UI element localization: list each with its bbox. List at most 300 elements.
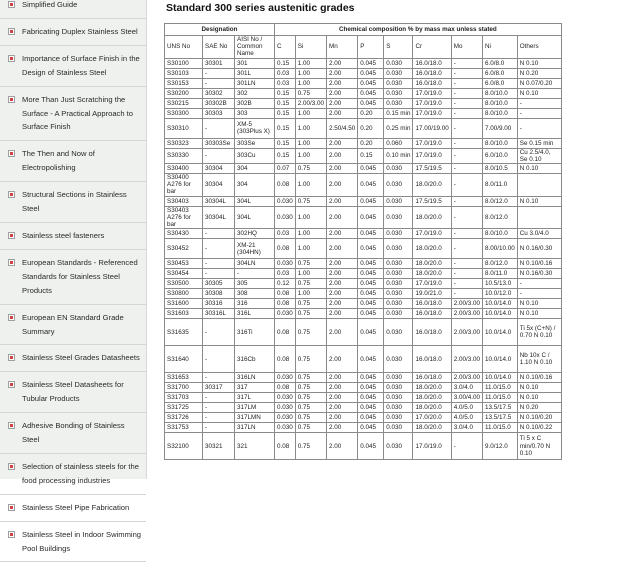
table-row bbox=[165, 403, 562, 413]
table-cell: 0.030 bbox=[275, 393, 296, 403]
table-cell: 11.0/15.0 bbox=[482, 423, 517, 433]
table-row bbox=[165, 98, 562, 108]
table-cell: 17.0/19.0 bbox=[413, 98, 451, 108]
table-row bbox=[165, 309, 562, 319]
table-cell: Se 0.15 min bbox=[517, 138, 561, 148]
table-cell: 10.5/13.0 bbox=[482, 279, 517, 289]
sidebar-item-label: Stainless Steel Datasheets for Tubular Products bbox=[22, 380, 124, 404]
table-cell: 2.00/3.00 bbox=[451, 319, 482, 346]
sidebar-item[interactable] bbox=[0, 413, 146, 454]
sidebar-item-label: Importance of Surface Finish in the Design of Stainless Steel bbox=[22, 53, 140, 77]
table-cell: - bbox=[517, 108, 561, 118]
table-cell: - bbox=[203, 423, 235, 433]
table-cell: 2.00/3.00 bbox=[451, 346, 482, 373]
table-cell: - bbox=[517, 279, 561, 289]
table-cell: - bbox=[203, 229, 235, 239]
table-cell: 0.030 bbox=[275, 413, 296, 423]
table-cell: 1.00 bbox=[295, 68, 326, 78]
table-cell: 0.045 bbox=[358, 78, 384, 88]
sidebar-item-label: Structural Sections in Stainless Steel bbox=[22, 190, 127, 214]
sidebar-item-label: Stainless Steel Pipe Fabrication bbox=[22, 502, 130, 512]
table-cell: - bbox=[451, 289, 482, 299]
table-cell: 0.060 bbox=[384, 138, 413, 148]
table-cell: 0.75 bbox=[295, 196, 326, 206]
table-cell: 0.030 bbox=[384, 68, 413, 78]
table-cell: - bbox=[451, 433, 482, 460]
bullet-icon bbox=[8, 28, 15, 35]
table-cell: 2.00 bbox=[327, 393, 358, 403]
sidebar-item[interactable] bbox=[0, 182, 146, 223]
table-cell: 2.00/3.00 bbox=[451, 373, 482, 383]
table-cell: - bbox=[203, 259, 235, 269]
table-cell: 0.75 bbox=[295, 259, 326, 269]
table-cell: 0.045 bbox=[358, 98, 384, 108]
table-cell: - bbox=[203, 319, 235, 346]
table-cell: 16.0/18.0 bbox=[413, 78, 451, 88]
table-cell: 317LMN bbox=[235, 413, 275, 423]
bullet-icon bbox=[8, 96, 15, 103]
table-cell: 0.045 bbox=[358, 433, 384, 460]
table-cell: 0.045 bbox=[358, 206, 384, 229]
table-cell: 0.045 bbox=[358, 346, 384, 373]
table-cell: 302 bbox=[235, 88, 275, 98]
table-cell: S31603 bbox=[165, 309, 203, 319]
table-cell: - bbox=[451, 279, 482, 289]
table-cell: 2.00 bbox=[327, 68, 358, 78]
table-cell: 30305 bbox=[203, 279, 235, 289]
table-cell: 0.030 bbox=[384, 423, 413, 433]
table-cell: 3.0/4.0 bbox=[451, 383, 482, 393]
table-cell: 2.00 bbox=[327, 196, 358, 206]
table-cell: 0.75 bbox=[295, 383, 326, 393]
table-cell: 303 bbox=[235, 108, 275, 118]
table-cell: 0.030 bbox=[275, 403, 296, 413]
table-cell: 10.0/14.0 bbox=[482, 373, 517, 383]
sidebar-item-label: Stainless Steel in Indoor Swimming Pool Buildings bbox=[22, 529, 142, 553]
table-cell: 18.0/20.0 bbox=[413, 403, 451, 413]
table-cell: 0.030 bbox=[384, 383, 413, 393]
table-cell: 0.15 bbox=[275, 138, 296, 148]
table-row bbox=[165, 174, 562, 197]
table-cell: 317LM bbox=[235, 403, 275, 413]
table-cell: - bbox=[451, 229, 482, 239]
table-cell: S30310 bbox=[165, 118, 203, 138]
table-cell: 30302 bbox=[203, 88, 235, 98]
table-row bbox=[165, 423, 562, 433]
table-cell: 316Ti bbox=[235, 319, 275, 346]
table-cell: S31653 bbox=[165, 373, 203, 383]
table-row bbox=[165, 78, 562, 88]
bullet-icon bbox=[8, 381, 15, 388]
table-cell: 0.030 bbox=[384, 88, 413, 98]
table-cell: 8.0/11.0 bbox=[482, 174, 517, 197]
table-cell: 8.0/12.0 bbox=[482, 206, 517, 229]
table-cell: 308 bbox=[235, 289, 275, 299]
table-cell: 301 bbox=[235, 58, 275, 68]
table-cell: 10.0/12.0 bbox=[482, 289, 517, 299]
table-cell: 0.045 bbox=[358, 88, 384, 98]
table-cell: 0.03 bbox=[275, 78, 296, 88]
table-cell: 8.0/10.0 bbox=[482, 88, 517, 98]
table-cell: 3.0/4.0 bbox=[451, 423, 482, 433]
table-cell: 6.0/10.0 bbox=[482, 148, 517, 163]
table-cell: - bbox=[451, 78, 482, 88]
table-cell: S30200 bbox=[165, 88, 203, 98]
table-cell: 1.00 bbox=[295, 108, 326, 118]
table-cell: 0.75 bbox=[295, 279, 326, 289]
table-cell: - bbox=[451, 269, 482, 279]
table-cell: 16.0/18.0 bbox=[413, 319, 451, 346]
table-cell: - bbox=[203, 118, 235, 138]
table-cell: S31726 bbox=[165, 413, 203, 423]
table-cell: S30454 bbox=[165, 269, 203, 279]
table-cell: S30800 bbox=[165, 289, 203, 299]
table-cell: 13.5/17.5 bbox=[482, 403, 517, 413]
page-title: Standard 300 series austenitic grades bbox=[166, 2, 355, 14]
sidebar-item-label: Selection of stainless steels for the food processing industries bbox=[22, 461, 139, 485]
table-cell: S31700 bbox=[165, 383, 203, 393]
table-cell: N 0.10/0.20 bbox=[517, 413, 561, 423]
table-cell: 30316L bbox=[203, 309, 235, 319]
column-header: Ni bbox=[482, 36, 517, 59]
sidebar-item[interactable] bbox=[0, 19, 146, 46]
table-cell: 0.045 bbox=[358, 319, 384, 346]
table-cell: 8.0/10.5 bbox=[482, 164, 517, 174]
table-cell: S31725 bbox=[165, 403, 203, 413]
table-cell: 30303Se bbox=[203, 138, 235, 148]
table-cell: 16.0/18.0 bbox=[413, 373, 451, 383]
table-cell: 0.15 bbox=[358, 148, 384, 163]
table-cell: 0.030 bbox=[384, 346, 413, 373]
table-cell: 0.030 bbox=[384, 164, 413, 174]
table-cell: 7.00/9.00 bbox=[482, 118, 517, 138]
table-cell: - bbox=[203, 148, 235, 163]
table-cell: 2.00 bbox=[327, 229, 358, 239]
table-cell: 0.030 bbox=[384, 98, 413, 108]
table-cell: 17.0/19.0 bbox=[413, 108, 451, 118]
table-cell: 317 bbox=[235, 383, 275, 393]
table-cell: 304LN bbox=[235, 259, 275, 269]
bullet-icon bbox=[8, 354, 15, 361]
table-cell: 16.0/18.0 bbox=[413, 58, 451, 68]
table-cell: 2.00 bbox=[327, 259, 358, 269]
table-cell: XM-21 (304HN) bbox=[235, 239, 275, 259]
table-cell: 0.75 bbox=[295, 319, 326, 346]
table-cell: 0.75 bbox=[295, 346, 326, 373]
table-cell: 30302B bbox=[203, 98, 235, 108]
table-row bbox=[165, 88, 562, 98]
table-cell: 2.00 bbox=[327, 423, 358, 433]
table-cell: 17.0/20.0 bbox=[413, 413, 451, 423]
table-cell: 1.00 bbox=[295, 269, 326, 279]
table-cell: Nb 10x C / 1.10 N 0.10 bbox=[517, 346, 561, 373]
table-row bbox=[165, 279, 562, 289]
table-cell: S30153 bbox=[165, 78, 203, 88]
table-cell: 2.00 bbox=[327, 58, 358, 68]
table-cell: 301L bbox=[235, 68, 275, 78]
sidebar-item[interactable] bbox=[0, 372, 146, 413]
table-cell: 30316 bbox=[203, 299, 235, 309]
table-cell: 0.030 bbox=[384, 393, 413, 403]
table-cell: 304L bbox=[235, 206, 275, 229]
sidebar-item[interactable] bbox=[0, 141, 146, 182]
table-cell: - bbox=[451, 118, 482, 138]
table-cell: 16.0/18.0 bbox=[413, 309, 451, 319]
table-cell: 0.030 bbox=[384, 299, 413, 309]
table-cell: 19.0/21.0 bbox=[413, 289, 451, 299]
table-cell: 305 bbox=[235, 279, 275, 289]
table-cell: 18.0/20.0 bbox=[413, 383, 451, 393]
table-row bbox=[165, 259, 562, 269]
table-cell: 316 bbox=[235, 299, 275, 309]
table-cell: 11.0/15.0 bbox=[482, 393, 517, 403]
table-cell: 0.15 min bbox=[384, 108, 413, 118]
table-cell: - bbox=[203, 413, 235, 423]
sidebar-item[interactable] bbox=[0, 223, 146, 250]
sidebar-item-label: Stainless Steel Grades Datasheets bbox=[22, 353, 140, 363]
table-cell: 0.20 bbox=[358, 108, 384, 118]
table-cell: 18.0/20.0 bbox=[413, 393, 451, 403]
table-cell: N 0.07/0.20 bbox=[517, 78, 561, 88]
table-cell: 17.0/19.0 bbox=[413, 229, 451, 239]
table-cell: 8.0/10.0 bbox=[482, 108, 517, 118]
table-cell: 302B bbox=[235, 98, 275, 108]
table-cell: 0.08 bbox=[275, 239, 296, 259]
table-row bbox=[165, 148, 562, 163]
sidebar-item[interactable] bbox=[0, 495, 146, 522]
table-cell: N 0.10 bbox=[517, 383, 561, 393]
sidebar-item-label: Stainless steel fasteners bbox=[22, 230, 105, 240]
table-cell: S30100 bbox=[165, 58, 203, 68]
table-cell bbox=[517, 206, 561, 229]
table-cell: 317L bbox=[235, 393, 275, 403]
table-cell: N 0.10/0.16 bbox=[517, 373, 561, 383]
table-cell: 0.15 bbox=[275, 88, 296, 98]
table-cell: 30301 bbox=[203, 58, 235, 68]
column-header: P bbox=[358, 36, 384, 59]
table-cell: 0.75 bbox=[295, 413, 326, 423]
table-cell: 17.5/19.5 bbox=[413, 164, 451, 174]
table-cell: 2.00 bbox=[327, 433, 358, 460]
table-cell: 4.0/5.0 bbox=[451, 413, 482, 423]
table-cell: 6.0/8.0 bbox=[482, 68, 517, 78]
table-cell: 0.03 bbox=[275, 229, 296, 239]
table-cell: 0.75 bbox=[295, 403, 326, 413]
table-row bbox=[165, 138, 562, 148]
table-cell: 0.030 bbox=[275, 423, 296, 433]
bullet-icon bbox=[8, 422, 15, 429]
bullet-icon bbox=[8, 314, 15, 321]
table-cell: S31753 bbox=[165, 423, 203, 433]
table-cell: 30321 bbox=[203, 433, 235, 460]
table-cell: 1.00 bbox=[295, 138, 326, 148]
table-cell: 0.75 bbox=[295, 309, 326, 319]
table-cell: N 0.20 bbox=[517, 403, 561, 413]
table-body bbox=[165, 58, 562, 460]
table-cell: - bbox=[451, 88, 482, 98]
table-cell: 0.045 bbox=[358, 164, 384, 174]
table-cell: 0.03 bbox=[275, 68, 296, 78]
table-cell: - bbox=[517, 98, 561, 108]
table-cell: 1.00 bbox=[295, 118, 326, 138]
table-cell: - bbox=[451, 164, 482, 174]
table-cell: - bbox=[235, 269, 275, 279]
table-cell: 8.0/12.0 bbox=[482, 196, 517, 206]
table-cell: 0.030 bbox=[384, 206, 413, 229]
table-cell: N 0.10 bbox=[517, 196, 561, 206]
bullet-icon bbox=[8, 259, 15, 266]
table-cell: 17.0/19.0 bbox=[413, 279, 451, 289]
table-cell: S30500 bbox=[165, 279, 203, 289]
table-cell: - bbox=[203, 269, 235, 279]
table-cell: 18.0/20.0 bbox=[413, 269, 451, 279]
table-cell: N 0.10 bbox=[517, 393, 561, 403]
bullet-icon bbox=[8, 232, 15, 239]
table-cell: 17.5/19.5 bbox=[413, 196, 451, 206]
table-row bbox=[165, 383, 562, 393]
sidebar-item[interactable] bbox=[0, 454, 146, 495]
table-cell: S30430 bbox=[165, 229, 203, 239]
table-cell: 17.0/19.0 bbox=[413, 433, 451, 460]
column-header-row bbox=[165, 36, 562, 59]
table-cell: - bbox=[517, 118, 561, 138]
table-cell: 18.0/20.0 bbox=[413, 259, 451, 269]
bullet-icon bbox=[8, 504, 15, 511]
table-cell: 2.00 bbox=[327, 98, 358, 108]
sidebar-item[interactable] bbox=[0, 46, 146, 87]
sidebar-item-label: European Standards - Referenced Standards for Stainless Steel Products bbox=[22, 257, 138, 295]
table-cell: 316LN bbox=[235, 373, 275, 383]
table-cell: 0.030 bbox=[384, 58, 413, 68]
table-cell: 2.00 bbox=[327, 78, 358, 88]
table-cell: - bbox=[451, 68, 482, 78]
sidebar-item[interactable] bbox=[0, 0, 146, 19]
sidebar-item[interactable] bbox=[0, 522, 146, 562]
table-cell: 8.0/10.0 bbox=[482, 138, 517, 148]
table-cell: 0.045 bbox=[358, 269, 384, 279]
table-row bbox=[165, 269, 562, 279]
table-cell: Cu 3.0/4.0 bbox=[517, 229, 561, 239]
sidebar-item-label: European EN Standard Grade Summary bbox=[22, 312, 124, 336]
table-cell: 0.030 bbox=[384, 174, 413, 197]
table-cell: S31703 bbox=[165, 393, 203, 403]
sidebar-item[interactable] bbox=[0, 345, 146, 372]
table-cell: 302HQ bbox=[235, 229, 275, 239]
table-row bbox=[165, 346, 562, 373]
table-cell: - bbox=[203, 403, 235, 413]
table-cell: S31640 bbox=[165, 346, 203, 373]
sidebar-item[interactable] bbox=[0, 250, 146, 305]
table-cell: 0.20 bbox=[358, 118, 384, 138]
table-row bbox=[165, 196, 562, 206]
column-header: S bbox=[384, 36, 413, 59]
sidebar-item-label: The Then and Now of Electropolishing bbox=[22, 149, 95, 173]
table-cell: 0.030 bbox=[384, 196, 413, 206]
bullet-icon bbox=[8, 1, 15, 8]
bullet-icon bbox=[8, 463, 15, 470]
column-header: Si bbox=[295, 36, 326, 59]
table-cell: 2.50/4.50 bbox=[327, 118, 358, 138]
table-cell: 0.08 bbox=[275, 299, 296, 309]
table-cell: 2.00 bbox=[327, 138, 358, 148]
sidebar-list bbox=[0, 0, 146, 562]
table-row bbox=[165, 229, 562, 239]
table-cell: 0.15 bbox=[275, 118, 296, 138]
table-cell: 2.00 bbox=[327, 148, 358, 163]
table-cell: S30403 bbox=[165, 196, 203, 206]
table-cell: 2.00 bbox=[327, 88, 358, 98]
column-header: Mo bbox=[451, 36, 482, 59]
table-cell: N 0.16/0.30 bbox=[517, 269, 561, 279]
table-cell: - bbox=[517, 289, 561, 299]
table-cell: 10.0/14.0 bbox=[482, 319, 517, 346]
sidebar-item[interactable] bbox=[0, 87, 146, 142]
table-cell: 303Se bbox=[235, 138, 275, 148]
table-cell: - bbox=[451, 206, 482, 229]
column-header: Others bbox=[517, 36, 561, 59]
table-cell: 17.0/19.0 bbox=[413, 88, 451, 98]
designation-header: Designation bbox=[165, 24, 275, 36]
table-cell: 0.030 bbox=[384, 269, 413, 279]
table-cell: S30300 bbox=[165, 108, 203, 118]
table-cell: 1.00 bbox=[295, 58, 326, 68]
table-cell: 0.030 bbox=[384, 259, 413, 269]
table-cell: 0.030 bbox=[384, 413, 413, 423]
sidebar-item-label: Fabricating Duplex Stainless Steel bbox=[22, 26, 138, 36]
table-cell: N 0.20 bbox=[517, 68, 561, 78]
table-cell: - bbox=[451, 98, 482, 108]
bullet-icon bbox=[8, 150, 15, 157]
table-cell: 0.15 bbox=[275, 98, 296, 108]
table-cell: - bbox=[203, 239, 235, 259]
table-cell: 2.00 bbox=[327, 239, 358, 259]
table-cell: N 0.10 bbox=[517, 299, 561, 309]
table-cell: 0.030 bbox=[384, 403, 413, 413]
table-cell: 3.00/4.00 bbox=[451, 393, 482, 403]
table-cell: 6.0/8.0 bbox=[482, 58, 517, 68]
table-cell: 4.0/5.0 bbox=[451, 403, 482, 413]
table-cell: 0.030 bbox=[275, 196, 296, 206]
table-cell: 2.00 bbox=[327, 373, 358, 383]
table-cell: 304L bbox=[235, 196, 275, 206]
table-cell: 2.00 bbox=[327, 289, 358, 299]
table-row bbox=[165, 58, 562, 68]
table-cell: 1.00 bbox=[295, 78, 326, 88]
table-cell: 0.07 bbox=[275, 164, 296, 174]
table-cell: 316Cb bbox=[235, 346, 275, 373]
table-cell: 0.045 bbox=[358, 393, 384, 403]
sidebar-item[interactable] bbox=[0, 305, 146, 346]
table-cell: 0.045 bbox=[358, 239, 384, 259]
sidebar-item-label: Adhesive Bonding of Stainless Steel bbox=[22, 421, 125, 445]
table-cell: 1.00 bbox=[295, 239, 326, 259]
table-cell: - bbox=[451, 108, 482, 118]
table-cell bbox=[517, 174, 561, 197]
column-header: Cr bbox=[413, 36, 451, 59]
table-cell: 0.045 bbox=[358, 259, 384, 269]
table-cell: 0.75 bbox=[295, 88, 326, 98]
table-row bbox=[165, 433, 562, 460]
table-cell: 8.0/10.0 bbox=[482, 229, 517, 239]
table-cell: 0.15 bbox=[275, 108, 296, 118]
table-cell: 0.75 bbox=[295, 299, 326, 309]
table-row bbox=[165, 413, 562, 423]
table-cell: - bbox=[451, 138, 482, 148]
table-cell: S31635 bbox=[165, 319, 203, 346]
table-cell: 16.0/18.0 bbox=[413, 68, 451, 78]
bullet-icon bbox=[8, 55, 15, 62]
table-cell: - bbox=[203, 78, 235, 88]
